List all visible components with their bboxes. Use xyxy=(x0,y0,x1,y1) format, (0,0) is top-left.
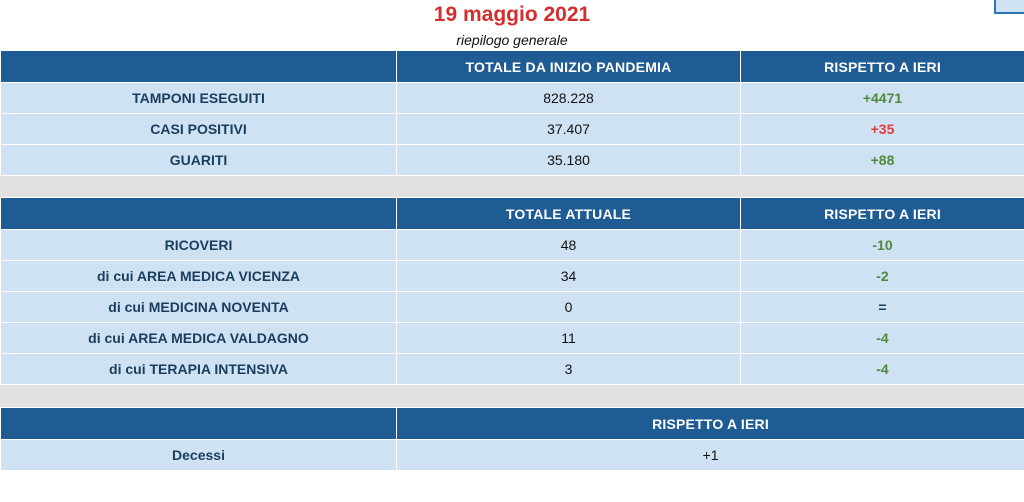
table2-row0-value: 48 xyxy=(397,230,741,261)
table2-row2-delta: = xyxy=(741,292,1024,323)
report-header xyxy=(0,0,1024,50)
section-spacer xyxy=(0,176,1024,197)
table3-row0-label: Decessi xyxy=(1,440,397,471)
table2-row1-value: 34 xyxy=(397,261,741,292)
table-row xyxy=(1,114,1024,145)
summary-table-current xyxy=(0,197,1024,385)
summary-table-deaths xyxy=(0,407,1024,471)
table-header-row xyxy=(1,198,1024,230)
table2-row4-value: 3 xyxy=(397,354,741,385)
summary-table-cumulative xyxy=(0,50,1024,176)
table-row xyxy=(1,440,1024,471)
table1-row0-label: TAMPONI ESEGUITI xyxy=(1,83,397,114)
table1-header-delta: RISPETTO A IERI xyxy=(741,51,1024,83)
table-row xyxy=(1,83,1024,114)
table-row xyxy=(1,323,1024,354)
table2-row0-label: RICOVERI xyxy=(1,230,397,261)
table2-row1-delta: -2 xyxy=(741,261,1024,292)
table1-header-blank xyxy=(1,51,397,83)
table-row xyxy=(1,145,1024,176)
table-row xyxy=(1,230,1024,261)
section-spacer xyxy=(0,385,1024,407)
table3-header-blank xyxy=(1,408,397,440)
table1-row2-label: GUARITI xyxy=(1,145,397,176)
table2-row1-label: di cui AREA MEDICA VICENZA xyxy=(1,261,397,292)
table2-header-blank xyxy=(1,198,397,230)
table-header-row xyxy=(1,408,1024,440)
table2-row3-label: di cui AREA MEDICA VALDAGNO xyxy=(1,323,397,354)
table1-row1-delta: +35 xyxy=(741,114,1024,145)
table1-row1-value: 37.407 xyxy=(397,114,741,145)
table1-row1-label: CASI POSITIVI xyxy=(1,114,397,145)
table2-header-total: TOTALE ATTUALE xyxy=(397,198,741,230)
table-row xyxy=(1,292,1024,323)
table-header-row xyxy=(1,51,1024,83)
table1-header-total: TOTALE DA INIZIO PANDEMIA xyxy=(397,51,741,83)
table1-row2-value: 35.180 xyxy=(397,145,741,176)
table3-row0-value: +1 xyxy=(397,440,1024,471)
report-subtitle: riepilogo generale xyxy=(456,32,568,48)
table2-row4-delta: -4 xyxy=(741,354,1024,385)
table1-row0-delta: +4471 xyxy=(741,83,1024,114)
table1-row2-delta: +88 xyxy=(741,145,1024,176)
table2-row3-value: 11 xyxy=(397,323,741,354)
table2-header-delta: RISPETTO A IERI xyxy=(741,198,1024,230)
table3-header-delta: RISPETTO A IERI xyxy=(397,408,1024,440)
table2-row0-delta: -10 xyxy=(741,230,1024,261)
decorative-corner-shape xyxy=(994,0,1024,14)
table2-row2-value: 0 xyxy=(397,292,741,323)
table2-row3-delta: -4 xyxy=(741,323,1024,354)
table-row xyxy=(1,261,1024,292)
table2-row2-label: di cui MEDICINA NOVENTA xyxy=(1,292,397,323)
table1-row0-value: 828.228 xyxy=(397,83,741,114)
report-date: 19 maggio 2021 xyxy=(433,3,591,26)
table2-row4-label: di cui TERAPIA INTENSIVA xyxy=(1,354,397,385)
table-row xyxy=(1,354,1024,385)
